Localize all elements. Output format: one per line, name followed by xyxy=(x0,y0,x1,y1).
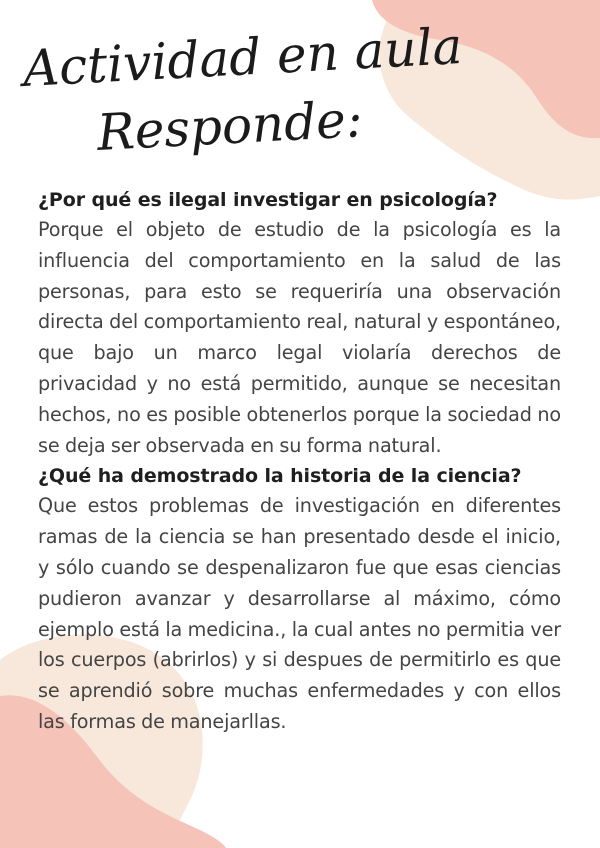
qa-content xyxy=(38,185,561,738)
title-line-2: Responde: xyxy=(95,90,364,162)
answer-1: Porque el objeto de estudio de la psicología es la influencia del comportamiento en la salud de las personas, para esto se requeriría una observación directa del comportamiento real, natural y espontáneo, que bajo un marco legal violaría derechos de privacidad y no está permitido, aunque se necesitan hechos, no es posible obtenerlos porque la sociedad no se deja ser observada en su forma natural. xyxy=(38,218,561,457)
header-title xyxy=(0,0,600,175)
question-2: ¿Qué ha demostrado la historia de la ciencia? xyxy=(38,465,522,488)
answer-2: Que estos problemas de investigación en diferentes ramas de la ciencia se han presentado desde el inicio, y sólo cuando se despenalizaron fue que esas ciencias pudieron avanzar y desarrollarse al máximo, cómo ejemplo está la medicina., la cual antes no permitia ver los cuerpos (abrirlos) y si despues de permitirlo es que se aprendió sobre muchas enfermedades y con ellos las formas de manejarllas. xyxy=(38,494,561,733)
question-1: ¿Por qué es ilegal investigar en psicología? xyxy=(38,189,498,211)
title-line-1: Actividad en aula xyxy=(21,17,464,98)
